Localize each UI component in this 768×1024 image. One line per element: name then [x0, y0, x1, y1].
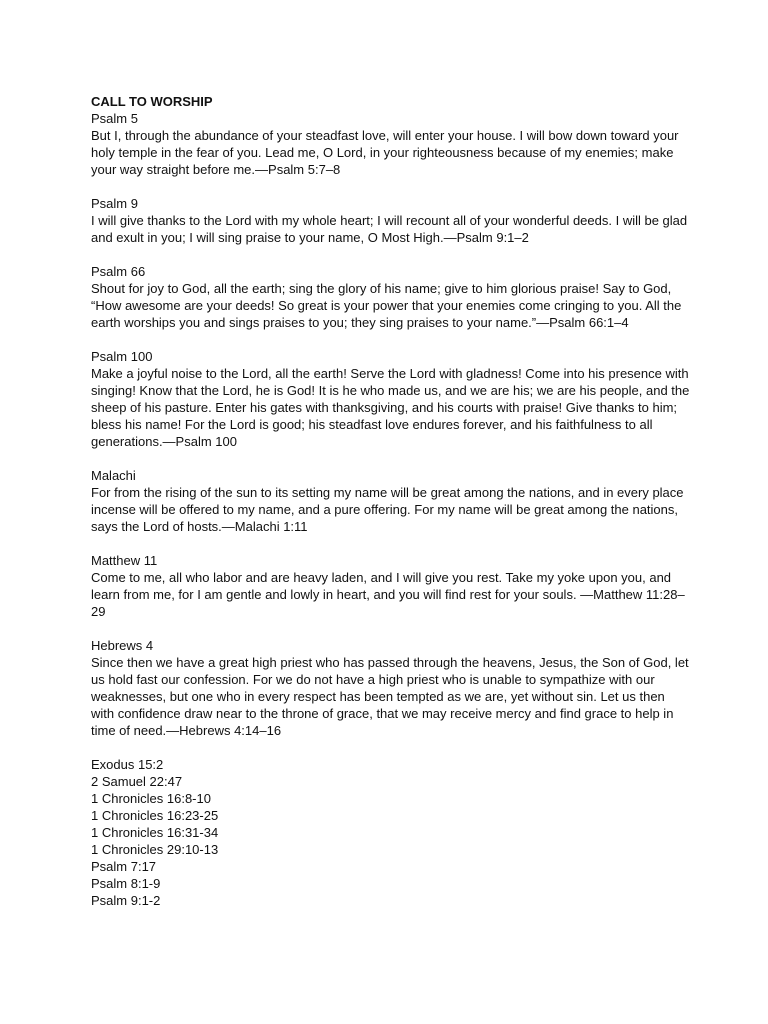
- section-heading: Psalm 5: [91, 111, 138, 126]
- reference-item: Psalm 7:17: [91, 859, 157, 874]
- section-text: Make a joyful noise to the Lord, all the earth! Serve the Lord with gladness! Come into his presence with singing! Know that the Lord, he is God! It is he who made us, and we are his; we are his people, and the sheep of his pasture. Enter his gates with thanksgiving, and his courts with praise! Give thanks to him; bless his name! For the Lord is good; his steadfast love endures forever, and his faithfulness to all generations.—Psalm 100: [91, 366, 690, 449]
- document-page: [91, 93, 691, 909]
- reference-item: 1 Chronicles 16:31-34: [91, 825, 219, 840]
- reference-item: 2 Samuel 22:47: [91, 774, 183, 789]
- reference-list: [91, 756, 691, 909]
- section-psalm-9: [91, 195, 691, 246]
- section-psalm-100: [91, 348, 691, 450]
- section-heading: Psalm 9: [91, 196, 138, 211]
- section-heading: Psalm 66: [91, 264, 146, 279]
- page-title: CALL TO WORSHIP: [91, 94, 213, 109]
- section-heading: Psalm 100: [91, 349, 153, 364]
- section-matthew-11: [91, 552, 691, 620]
- section-text: Since then we have a great high priest who has passed through the heavens, Jesus, the Son of God, let us hold fast our confession. For we do not have a high priest who is unable to sympathize with our weaknesses, but one who in every respect has been tempted as we are, yet without sin. Let us then with confidence draw near to the throne of grace, that we may receive mercy and find grace to help in time of need.—Hebrews 4:14–16: [91, 655, 689, 738]
- section-malachi: [91, 467, 691, 535]
- section-text: Shout for joy to God, all the earth; sing the glory of his name; give to him glorious praise! Say to God, “How awesome are your deeds! So great is your power that your enemies come cringing to you. All the earth worships you and sings praises to you; they sing praises to your name.”—Psalm 66:1–4: [91, 281, 682, 330]
- section-text: For from the rising of the sun to its setting my name will be great among the nations, and in every place incense will be offered to my name, and a pure offering. For my name will be great among the nations, says the Lord of hosts.—Malachi 1:11: [91, 485, 684, 534]
- reference-item: 1 Chronicles 16:8-10: [91, 791, 211, 806]
- section-text: I will give thanks to the Lord with my whole heart; I will recount all of your wonderful deeds. I will be glad and exult in you; I will sing praise to your name, O Most High.—Psalm 9:1–2: [91, 213, 688, 245]
- reference-item: 1 Chronicles 29:10-13: [91, 842, 219, 857]
- section-heading: Matthew 11: [91, 553, 158, 568]
- section-text: Come to me, all who labor and are heavy laden, and I will give you rest. Take my yoke upon you, and learn from me, for I am gentle and lowly in heart, and you will find rest for your souls. —Matthew 11:28–29: [91, 570, 685, 619]
- section-hebrews-4: [91, 637, 691, 739]
- section-psalm-66: [91, 263, 691, 331]
- reference-item: Psalm 9:1-2: [91, 893, 161, 908]
- section-text: But I, through the abundance of your steadfast love, will enter your house. I will bow down toward your holy temple in the fear of you. Lead me, O Lord, in your righteousness because of my enemies; make your way straight before me.—Psalm 5:7–8: [91, 128, 679, 177]
- section-heading: Hebrews 4: [91, 638, 154, 653]
- section-psalm-5: [91, 110, 691, 178]
- section-heading: Malachi: [91, 468, 136, 483]
- reference-item: 1 Chronicles 16:23-25: [91, 808, 219, 823]
- reference-item: Psalm 8:1-9: [91, 876, 161, 891]
- reference-item: Exodus 15:2: [91, 757, 164, 772]
